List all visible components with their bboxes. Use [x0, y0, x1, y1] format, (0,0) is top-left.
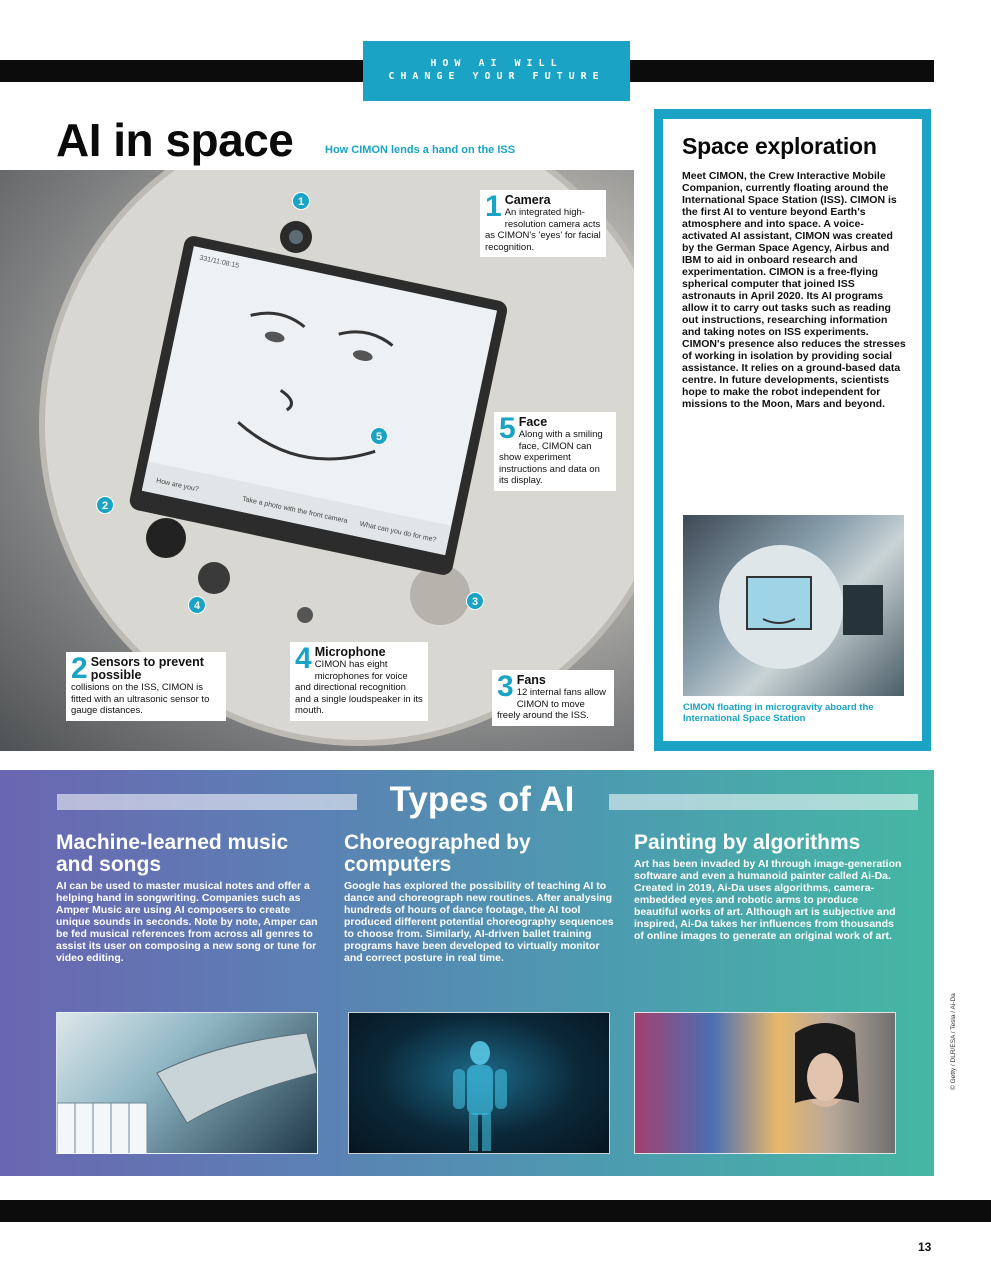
callout-heading: Fans — [516, 673, 546, 687]
section-rule-left — [57, 794, 357, 810]
callout-heading: Microphone — [314, 645, 386, 659]
column-body: Art has been invaded by AI through image-generation software and even a humanoid painter called Ai-Da. Created in 2019, Ai-Da uses algorithms, camera-embedded eyes and robotic arms to produce beautiful works of art. Although art is subjective and inspired, Ai-Da takes her influences from thousands of online images to generate an original work of art. — [634, 858, 902, 942]
callout-body: An integrated high-resolution camera acts as CIMON's 'eyes' for facial recognition. — [485, 207, 601, 253]
callout-sensors — [66, 652, 226, 721]
photo-caption: CIMON floating in microgravity aboard the International Space Station — [683, 702, 874, 724]
marker-3: 3 — [466, 592, 484, 610]
callout-number: 1 — [485, 190, 502, 223]
hologram-dancer-image — [348, 1012, 610, 1154]
page-number: 13 — [918, 1240, 932, 1254]
callout-heading: Camera — [504, 193, 551, 207]
kicker-line-2: CHANGE YOUR FUTURE — [388, 71, 605, 82]
robot-hand-piano-image — [56, 1012, 318, 1154]
marker-4: 4 — [188, 596, 206, 614]
column-title: Choreographed by computers — [344, 831, 531, 876]
callout-body: 12 internal fans allow CIMON to move freely around the ISS. — [497, 687, 606, 721]
column-title: Machine-learned music and songs — [56, 831, 289, 876]
marker-5: 5 — [370, 427, 388, 445]
screen-prompt-2: Take a photo with the front camera — [241, 495, 349, 525]
kicker-line-1: HOW AI WILL — [430, 58, 563, 69]
microphone-grille — [198, 562, 230, 594]
footer-bar — [0, 1200, 991, 1222]
section-rule-right — [609, 794, 918, 810]
callout-heading: Sensors to prevent possible — [90, 655, 204, 682]
callout-body: Along with a smiling face, CIMON can show experiment instructions and data on its display. — [499, 429, 603, 486]
screen-status: 331/11:08:15 — [198, 254, 240, 270]
marker-1: 1 — [292, 192, 310, 210]
callout-number: 5 — [499, 412, 516, 445]
page-subtitle: How CIMON lends a hand on the ISS — [325, 144, 516, 156]
panel-title: Space exploration — [682, 133, 877, 159]
section-kicker — [363, 41, 630, 101]
column-music — [56, 832, 326, 964]
types-of-ai-section — [0, 770, 934, 1176]
cimon-hero-image — [0, 170, 634, 751]
image-credit: © Getty / DLR/ESA / Tesla / Ai-Da — [950, 993, 957, 1090]
ai-da-painting-image — [634, 1012, 896, 1154]
column-body: AI can be used to master musical notes and offer a helping hand in songwriting. Companies such as Amper Music are using AI composers to create unique sounds in seconds. Note by note, Amper can be fed musical references from across all genres to assist its user on composing a new song or tune for video editing. — [56, 880, 318, 964]
cimon-iss-photo — [683, 515, 904, 696]
callout-body: CIMON has eight microphones for voice and directional recognition and a single loudspeaker in its mouth. — [295, 659, 423, 716]
panel-body: Meet CIMON, the Crew Interactive Mobile Companion, currently floating around the International Space Station (ISS). CIMON is the first AI to venture beyond Earth's atmosphere and into space. A voice-activated AI assistant, CIMON was created by the German Space Agency, Airbus and IBM to aid in onboard research and experimentation. CIMON is a free-flying spherical computer that joined ISS astronauts in April 2020. Its AI programs allow it to carry out tasks such as reading out instructions, researching information and taking notes on ISS experiments. CIMON's presence also reduces the stresses of working in isolation by providing social assistance. It relies on a ground-based data centre. In future developments, scientists hope to make the robot independent for missions to the Moon, Mars and beyond. — [682, 170, 906, 410]
ultrasonic-sensor — [146, 518, 186, 558]
column-title: Painting by algorithms — [634, 831, 861, 854]
callout-number: 3 — [497, 670, 514, 703]
column-body: Google has explored the possibility of teaching AI to dance and choreograph new routines. After analysing hundreds of hours of dance footage, the AI tool produced different potential choreography sequences to choose from. Similarly, AI-driven ballet training programs have been developed to virtually monitor and correct posture in real time. — [344, 880, 614, 964]
space-exploration-panel — [654, 109, 931, 751]
screen-prompt-1: How are you? — [155, 477, 200, 494]
callout-microphone — [290, 642, 428, 721]
callout-fans — [492, 670, 614, 726]
callout-camera — [480, 190, 606, 257]
page-title: AI in space — [56, 114, 294, 166]
callout-heading: Face — [518, 415, 548, 429]
screen-prompt-3: What can you do for me? — [358, 520, 437, 544]
marker-2: 2 — [96, 496, 114, 514]
callout-face — [494, 412, 616, 491]
callout-body: collisions on the ISS, CIMON is fitted with an ultrasonic sensor to gauge distances. — [71, 682, 210, 716]
section-title: Types of AI — [389, 780, 575, 819]
callout-number: 4 — [295, 642, 312, 675]
panel-content — [663, 119, 922, 741]
column-painting — [634, 832, 904, 942]
callout-number: 2 — [71, 652, 88, 685]
column-choreography — [344, 832, 614, 964]
